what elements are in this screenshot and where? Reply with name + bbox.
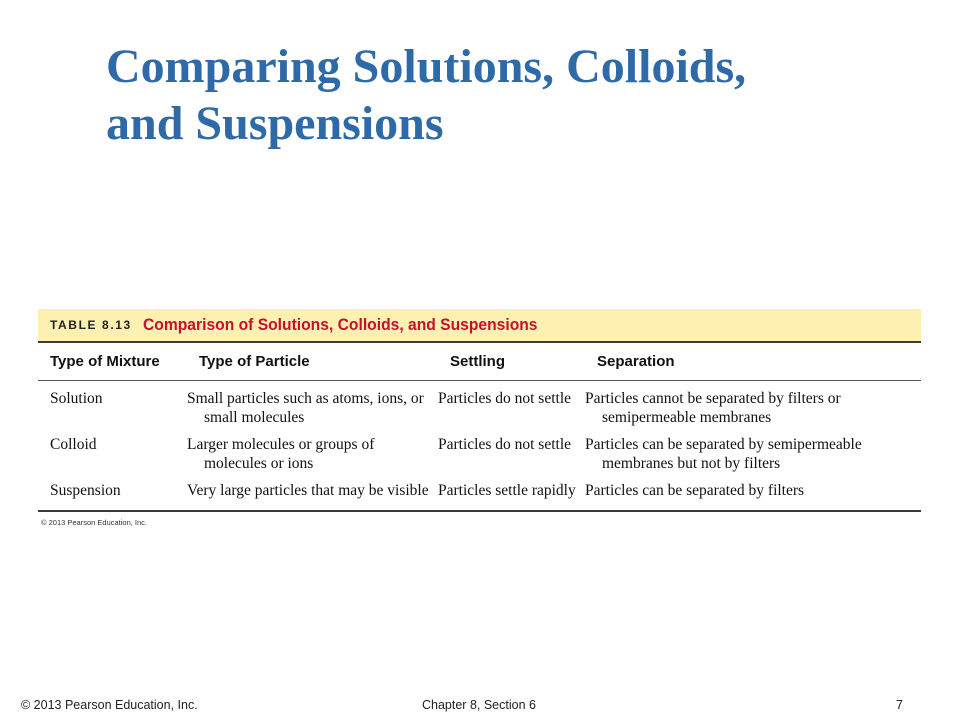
header-type-of-particle: Type of Particle: [187, 343, 438, 380]
slide-title-line-1: Comparing Solutions, Colloids,: [106, 40, 747, 93]
cell-settling: Particles do not settle: [438, 389, 572, 407]
cell-mixture: Solution: [50, 389, 103, 407]
cell-separation: Particles can be separated by semipermeable membranes but not by filters: [585, 435, 862, 472]
slide-title: [106, 38, 926, 152]
table-caption: Comparison of Solutions, Colloids, and Suspensions: [142, 315, 538, 334]
table-banner: [38, 309, 921, 343]
cell-particle: Small particles such as atoms, ions, or small molecules: [187, 389, 424, 426]
comparison-table: [38, 343, 921, 512]
cell-particle: Very large particles that may be visible: [187, 481, 429, 499]
cell-settling: Particles do not settle: [438, 435, 572, 453]
cell-mixture: Suspension: [50, 481, 121, 499]
table-credit: © 2013 Pearson Education, Inc.: [41, 518, 148, 527]
table-header-row: [38, 343, 921, 380]
table-row: [38, 481, 921, 512]
cell-particle: Larger molecules or groups of molecules or ions: [187, 435, 375, 472]
cell-separation: Particles can be separated by filters: [585, 481, 805, 499]
footer-chapter: Chapter 8, Section 6: [422, 698, 536, 712]
cell-settling: Particles settle rapidly: [438, 481, 576, 499]
header-separation: Separation: [585, 343, 921, 380]
header-settling: Settling: [438, 343, 585, 380]
table-row: [38, 435, 921, 481]
footer-copyright: © 2013 Pearson Education, Inc.: [21, 698, 198, 712]
cell-separation: Particles cannot be separated by filters or semipermeable membranes: [585, 389, 841, 426]
comparison-table-figure: [38, 309, 921, 527]
slide-title-line-2: and Suspensions: [106, 97, 444, 150]
footer-page-number: 7: [896, 698, 903, 712]
header-type-of-mixture: Type of Mixture: [38, 343, 187, 380]
table-number: TABLE 8.13: [50, 318, 132, 332]
table-row: [38, 380, 921, 435]
cell-mixture: Colloid: [50, 435, 97, 453]
